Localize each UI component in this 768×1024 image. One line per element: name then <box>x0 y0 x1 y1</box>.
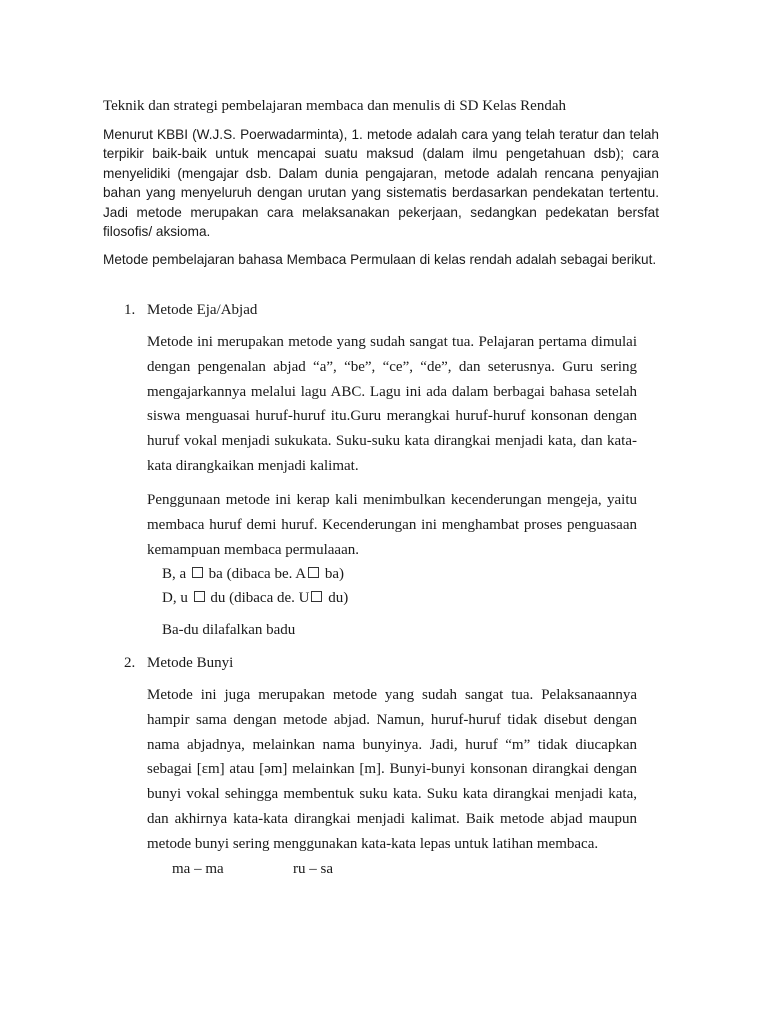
arrow-placeholder-icon <box>308 567 319 578</box>
arrow-placeholder-icon <box>194 591 205 602</box>
section-title: Metode Eja/Abjad <box>147 302 258 318</box>
section-1-paragraph-2: Penggunaan metode ini kerap kali menimbulkan kecenderungan mengeja, yaitu membaca huruf demi huruf. Kecenderungan ini menghambat proses penguasaan kemampuan membaca permulaaan. <box>147 492 637 558</box>
section-2-paragraph-1: Metode ini juga merupakan metode yang sudah sangat tua. Pelaksanaannya hampir sama dengan metode abjad. Namun, huruf-huruf tidak disebut dengan nama abjadnya, melainkan nama bunyinya. Jadi, huruf “m” tidak diucapkan sebagai [εm] atau [əm] melainkan [m]. Bunyi-bunyi konsonan dirangkai dengan bunyi vokal sehingga membentuk suku kata. Suku kata dirangkai menjadi kata, dan akhirnya kata-kata dirangkai menjadi kalimat. Baik metode abjad maupun metode bunyi sering menggunakan kata-kata lepas untuk latihan membaca. <box>147 687 637 852</box>
document-title: Teknik dan strategi pembelajaran membaca dan menulis di SD Kelas Rendah <box>103 98 566 114</box>
arrow-placeholder-icon <box>192 567 203 578</box>
section-title: Metode Bunyi <box>147 655 234 671</box>
example-line-2 <box>162 588 348 608</box>
example-post: du) <box>328 590 349 606</box>
section-heading-1 <box>124 300 257 320</box>
section-heading-2 <box>124 653 233 673</box>
section-1-paragraph-1: Metode ini merupakan metode yang sudah sangat tua. Pelajaran pertama dimulai dengan pengenalan abjad “a”, “be”, “ce”, “de”, dan seterusnya. Guru sering mengajarkannya melalui lagu ABC. Lagu ini ada dalam berbagai bahasa setelah siswa menguasai huruf-huruf itu.Guru merangkai huruf-huruf konsonan dengan huruf vokal menjadi sukukata. Suku-suku kata dirangkai menjadi kata, dan kata-kata dirangkaikan menjadi kalimat. <box>147 334 637 474</box>
intro-paragraph: Menurut KBBI (W.J.S. Poerwadarminta), 1. metode adalah cara yang telah teratur dan telah terpikir baik-baik untuk mencapai suatu maksud (dalam ilmu pengetahuan dsb); cara menyelidiki (mengajar dsb. Dalam dunia pengajaran, metode adalah rencana penyajian bahan yang menyeluruh dengan urutan yang sistematis berdasarkan pendekatan tertentu. Jadi metode merupakan cara melaksanakan pekerjaan, sedangkan pedekatan bersfat filosofis/ aksioma. <box>103 127 659 240</box>
example-line-1 <box>162 564 344 584</box>
example-pre: D, u <box>162 590 188 606</box>
word-pair-2: ru – sa <box>293 861 333 877</box>
lead-paragraph: Metode pembelajaran bahasa Membaca Permulaan di kelas rendah adalah sebagai berikut. <box>103 252 657 267</box>
example-post: ba) <box>324 566 345 582</box>
example-note: Ba-du dilafalkan badu <box>162 622 296 638</box>
section-number: 1. <box>124 302 136 318</box>
example-mid: du (dibaca de. U <box>210 590 310 606</box>
word-pair-1: ma – ma <box>172 861 224 877</box>
example-pre: B, a <box>162 566 187 582</box>
arrow-placeholder-icon <box>311 591 322 602</box>
section-number: 2. <box>124 655 136 671</box>
example-mid: ba (dibaca be. A <box>208 566 307 582</box>
